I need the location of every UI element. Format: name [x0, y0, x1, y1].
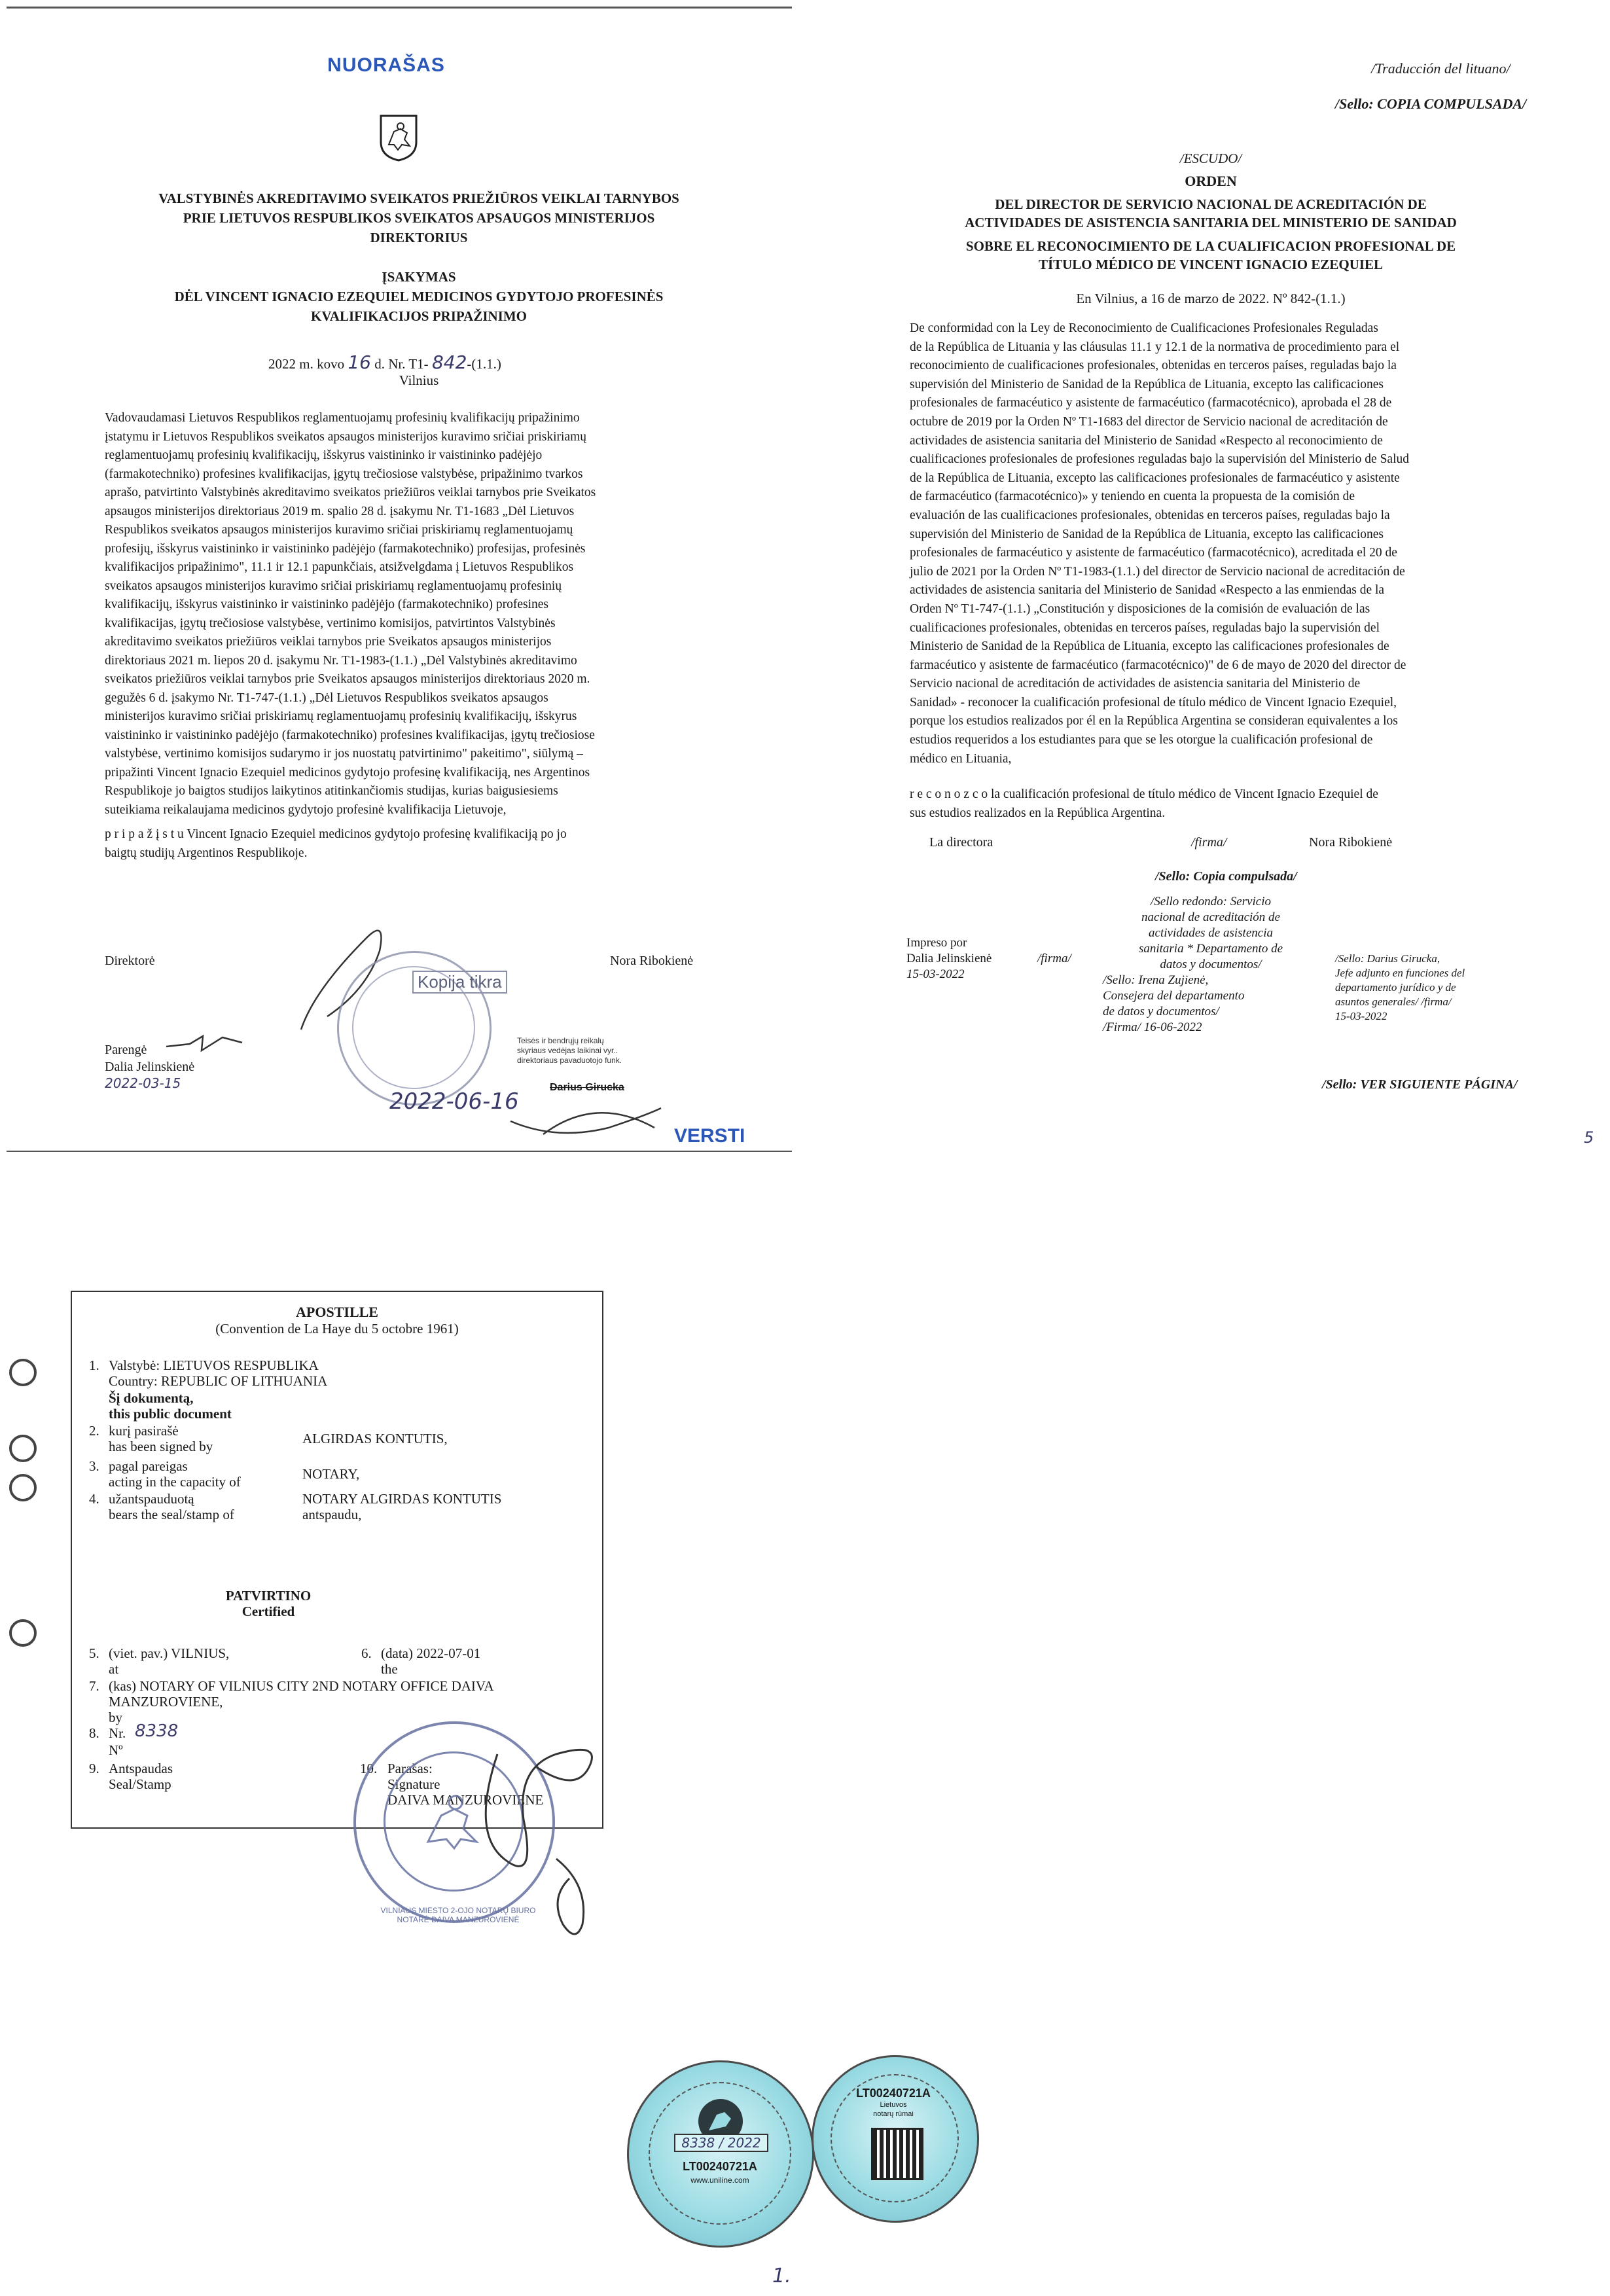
- item-4-value-1: NOTARY ALGIRDAS KONTUTIS: [302, 1491, 502, 1507]
- order-date-number: [268, 351, 596, 373]
- item-1-lt: Valstybė: LIETUVOS RESPUBLIKA: [109, 1357, 319, 1373]
- qr-code-icon: [871, 2128, 923, 2180]
- seal-line: actividades de asistencia: [1149, 926, 1273, 940]
- hologram-sticker-left-icon: [627, 2060, 814, 2248]
- item-number-5: 5.: [89, 1645, 99, 1661]
- item-2-en: has been signed by: [109, 1439, 213, 1454]
- item-10-value: DAIVA MANZUROVIENE: [387, 1792, 544, 1808]
- item-4-lt: užantspauduotą: [109, 1491, 194, 1507]
- subject-line-1: DĖL VINCENT IGNACIO EZEQUIEL MEDICINOS GYDYTOJO PROFESINĖS: [174, 289, 664, 304]
- body-line: reglamentuojamų profesinių kvalifikacijų, išskyrus vaistininko ir vaistininko padėjėjo: [105, 448, 543, 462]
- binder-hole-icon: [9, 1435, 37, 1462]
- body-line: supervisión del Ministerio de Sanidad de la República de Lituania, excepto las calificaciones: [910, 377, 1384, 391]
- body-line: suteikiama reikalaujama medicinos gydytojo profesinė kvalifikacija Lietuvoje,: [105, 802, 507, 817]
- orden-title-line-3: SOBRE EL RECONOCIMIENTO DE LA CUALIFICACION PROFESIONAL DE: [965, 238, 1456, 254]
- seal-line: /Sello redondo: Servicio: [1151, 895, 1271, 908]
- spanish-translation-page: [812, 7, 1603, 1149]
- seal-line: nacional de acreditación de: [1141, 910, 1280, 924]
- lithuanian-order-page: [7, 7, 792, 1152]
- resolution-line: baigtų studijų Argentinos Respublikoje.: [105, 846, 308, 860]
- seal-line: Jefe adjunto en funciones del: [1335, 967, 1465, 979]
- body-line: įstatymu ir Lietuvos Respublikos sveikatos apsaugos ministerijos kuravimo sričiai priskiriamų: [105, 429, 587, 444]
- body-line: médico en Lituania,: [910, 751, 1012, 766]
- hologram-right-code: LT00240721A: [856, 2087, 931, 2100]
- item-9-lt: Antspaudas: [109, 1761, 173, 1776]
- body-line: valstybėse, vertinimo komisijos sudarymo ir jos nuostatų patvirtinimo" pakeitimo", siūlymą –: [105, 747, 583, 761]
- item-8-lt: Nr.: [109, 1725, 126, 1741]
- orden-date-line: En Vilnius, a 16 de marzo de 2022. Nº 842-(1.1.): [1076, 291, 1346, 306]
- document-en: this public document: [109, 1406, 232, 1422]
- body-line: actividades de asistencia sanitaria del Ministerio de Sanidad «Respecto a las enmiendas de la: [910, 583, 1385, 598]
- prepared-signature-icon: [164, 1030, 249, 1059]
- orden-title-line-1: DEL DIRECTOR DE SERVICIO NACIONAL DE ACREDITACIÓN DE: [995, 196, 1427, 212]
- copy-date-handwritten: 2022-06-16: [389, 1088, 519, 1115]
- binder-hole-icon: [9, 1359, 37, 1386]
- coat-of-arms-icon: [378, 113, 419, 163]
- body-line: De conformidad con la Ley de Reconocimiento de Cualificaciones Profesionales Reguladas: [910, 321, 1378, 335]
- copy-seal-note: /Sello: COPIA COMPULSADA/: [1335, 96, 1527, 112]
- body-line: cualificaciones profesionales, obtenidas en terceros países, reguladas bajo la supervisión del: [910, 620, 1380, 635]
- resolution-line: sus estudios realizados en la República Argentina.: [910, 806, 1166, 820]
- item-7-en: by: [109, 1710, 122, 1725]
- notary-signature-icon: [458, 1728, 628, 1947]
- seal-line: /Firma/ 16-06-2022: [1103, 1020, 1202, 1034]
- certified-en: Certified: [241, 1604, 295, 1619]
- item-3-en: acting in the capacity of: [109, 1474, 241, 1490]
- body-line: apsaugos ministerijos direktoriaus 2019 m. spalio 28 d. įsakymu Nr. T1-1683 „Dėl Lietuvos: [105, 504, 575, 518]
- body-line: Respublikos sveikatos apsaugos ministerijos kuravimo sričiai priskiriamų reglamentuojamų: [105, 523, 573, 537]
- body-line: farmacéutico y asistente de farmacéutico (farmacotécnico)" de 6 de mayo de 2020 del director de: [910, 658, 1406, 672]
- body-line: de farmacéutico (farmacotécnico)» y teniendo en cuenta la propuesta de la comisión de: [910, 490, 1355, 504]
- body-line: Vadovaudamasi Lietuvos Respublikos reglamentuojamų profesinių kvalifikacijų pripažinimo: [105, 411, 580, 425]
- stamp-line: skyriaus vedėjas laikinai vyr..: [517, 1046, 618, 1055]
- directora-firma: /firma/: [1191, 835, 1227, 850]
- item-number-9: 9.: [89, 1761, 99, 1776]
- verso-stamp: VERSTI: [674, 1125, 745, 1147]
- page-mark: 5: [1584, 1128, 1594, 1147]
- seal-line: Consejera del departamento: [1103, 989, 1245, 1003]
- hologram-left-url: www.uniline.com: [690, 2176, 749, 2185]
- seal-line: 15-03-2022: [1335, 1010, 1387, 1022]
- seal-line: sanitaria * Departamento de: [1138, 942, 1283, 956]
- printed-label: Impreso por: [906, 936, 967, 950]
- director-title: Direktorė: [105, 954, 155, 968]
- see-next-page-seal: /Sello: VER SIGUIENTE PÁGINA/: [1322, 1077, 1518, 1092]
- agency-line-1: VALSTYBINĖS AKREDITAVIMO SVEIKATOS PRIEŽIŪROS VEIKLAI TARNYBOS: [158, 190, 679, 206]
- item-10-en: Signature: [387, 1776, 440, 1792]
- printed-name: Dalia Jelinskienė: [906, 952, 992, 965]
- body-line: julio de 2021 por la Orden Nº T1-1983-(1.1.) del director de Servicio nacional de acreditación de: [910, 564, 1405, 579]
- resolution-line: p r i p a ž į s t u Vincent Ignacio Ezequiel medicinos gydytojo profesinę kvalifikaciją po jo: [105, 827, 567, 841]
- item-number-7: 7.: [89, 1678, 99, 1694]
- body-line: sveikatos priežiūros veiklai tarnybos prie Sveikatos apsaugos ministerijos direktoriaus 2020 m.: [105, 672, 590, 686]
- item-number-6: 6.: [361, 1645, 372, 1661]
- orden-body-text: [910, 319, 1528, 768]
- translation-note: /Traducción del lituano/: [1371, 60, 1511, 77]
- item-5-en: at: [109, 1661, 119, 1677]
- body-line: sveikatos apsaugos ministerijos kuravimo sričiai priskiriamų reglamentuojamų profesinių: [105, 579, 562, 593]
- copy-stamp-nuorasas: NUORAŠAS: [327, 54, 445, 76]
- body-line: aprašo, patvirtinto Valstybinės akreditavimo sveikatos priežiūros veiklai tarnybos prie Sveikatos: [105, 486, 596, 499]
- copia-seal: /Sello: Copia compulsada/: [1155, 869, 1297, 884]
- order-number-handwritten: 842: [431, 351, 467, 373]
- seal-line: /Sello: Irena Zujienė,: [1103, 973, 1209, 987]
- body-line: kvalifikacijų, išskyrus vaistininko ir vaistininko padėjėjo (farmakotechniko) profesines: [105, 598, 549, 611]
- order-body-text: [105, 409, 720, 819]
- body-line: actividades de asistencia sanitaria del Ministerio de Sanidad «Respecto al reconocimiento de: [910, 433, 1383, 448]
- body-line: (farmakotechniko) profesines kvalifikacijas, įgytų trečiosiose valstybėse, pripažinimo tvarkos: [105, 467, 583, 481]
- prepared-label: Parengė: [105, 1043, 147, 1057]
- body-line: gegužės 6 d. įsakymo Nr. T1-747-(1.1.) „Dėl Lietuvos Respublikos sveikatos apsaugos: [105, 691, 548, 705]
- body-line: Ministerio de Sanidad de la República de Lituania, excepto las calificaciones profesionales de: [910, 639, 1389, 654]
- seal-line: asuntos generales/ /firma/: [1335, 996, 1452, 1008]
- apostille-title: APOSTILLE: [296, 1304, 378, 1320]
- body-line: de la República de Lituania, excepto las calificaciones profesionales de farmacéutico y asistente: [910, 471, 1400, 485]
- second-signature-icon: [504, 1088, 674, 1151]
- apostille-subtitle: (Convention de La Haye du 5 octobre 1961): [215, 1321, 459, 1336]
- body-line: kvalifikacijos pripažinimo", 11.1 ir 12.1 papunkčiais, atsižvelgdama į Lietuvos Respublikos: [105, 560, 574, 574]
- item-3-lt: pagal pareigas: [109, 1458, 188, 1474]
- stamp-line: direktoriaus pavaduotojo funk.: [517, 1056, 622, 1065]
- agency-line-3: DIREKTORIUS: [370, 230, 468, 245]
- copy-stamp-text: Kopija tikra: [412, 971, 507, 994]
- body-line: profesijų, išskyrus vaistininko ir vaistininko padėjėjo (farmakotechniko) profesijas, profesinės: [105, 541, 586, 556]
- body-line: porque los estudios realizados por él en la República Argentina se consideran equivalentes a los: [910, 714, 1398, 728]
- orden-title-line-2: ACTIVIDADES DE ASISTENCIA SANITARIA DEL MINISTERIO DE SANIDAD: [965, 215, 1457, 230]
- round-seal-note: [1119, 894, 1302, 973]
- body-line: profesionales de farmacéutico y asistente de farmacéutico (farmacotécnico), aprobada el 28 de: [910, 396, 1392, 410]
- body-line: profesionales de farmacéutico y asistente de farmacéutico (farmacotécnico), acreditada el 20 de: [910, 546, 1397, 560]
- darius-seal-note: [1335, 952, 1545, 1024]
- escudo-note: /ESCUDO/: [1179, 151, 1242, 166]
- seal-line: de datos y documentos/: [1103, 1005, 1219, 1018]
- item-6-lt: (data) 2022-07-01: [381, 1645, 481, 1661]
- director-name: Nora Ribokienė: [610, 954, 694, 968]
- body-line: reconocimiento de cualificaciones profesionales, obtenidas en terceros países, reguladas bajo la: [910, 359, 1397, 373]
- body-line: supervisión del Ministerio de Sanidad de la República de Lituania, excepto las calificaciones: [910, 527, 1384, 541]
- footer-page-mark: 1.: [772, 2265, 791, 2287]
- document-lt: Šį dokumentą,: [109, 1390, 194, 1406]
- item-number-10: 10.: [360, 1761, 378, 1776]
- date-mid: d. Nr. T1-: [374, 356, 429, 372]
- item-4-value-2: antspaudu,: [302, 1507, 362, 1522]
- binder-hole-icon: [9, 1474, 37, 1501]
- date-day-handwritten: 16: [348, 351, 371, 373]
- body-line: vaistininko ir vaistininko padėjėjo (farmakotechniko) profesines kvalifikacijas, įgytų trečiosiose: [105, 728, 595, 742]
- printed-firma: /firma/: [1037, 952, 1071, 965]
- item-number-2: 2.: [89, 1423, 99, 1439]
- hologram-right-sub2: notarų rūmai: [873, 2110, 914, 2118]
- certified-lt: PATVIRTINO: [225, 1588, 312, 1604]
- directora-name: Nora Ribokienė: [1309, 835, 1393, 850]
- deputy-stamp-text: [517, 1036, 687, 1066]
- item-2-value: ALGIRDAS KONTUTIS,: [302, 1431, 448, 1446]
- seal-line: datos y documentos/: [1160, 958, 1262, 971]
- body-line: Orden Nº T1-747-(1.1.) „Constitución y disposiciones de la comisión de evaluación de las: [910, 601, 1370, 616]
- directora-title: La directora: [929, 835, 993, 850]
- order-resolution-text: [105, 825, 720, 863]
- date-prefix: 2022 m. kovo: [268, 356, 345, 372]
- hologram-left-number: 8338 / 2022: [674, 2134, 768, 2152]
- date-suffix: -(1.1.): [467, 356, 501, 372]
- item-number-8: 8.: [89, 1725, 99, 1741]
- document-type: ĮSAKYMAS: [382, 269, 456, 285]
- printed-date: 15-03-2022: [906, 967, 965, 981]
- body-line: kvalifikacijas, įgytų trečiosiose valstybėse, vertinimo komisijos, patvirtintos Valstybinės: [105, 616, 556, 630]
- deputy-stamp-name: Darius Girucka: [550, 1082, 624, 1093]
- resolution-line: r e c o n o z c o la cualificación profesional de título médico de Vincent Ignacio Ezequiel de: [910, 787, 1378, 801]
- hologram-left-code: LT00240721A: [683, 2160, 757, 2173]
- prepared-name: Dalia Jelinskienė: [105, 1060, 195, 1074]
- agency-line-2: PRIE LIETUVOS RESPUBLIKOS SVEIKATOS APSAUGOS MINISTERIJOS: [183, 210, 655, 226]
- seal-line: departamento jurídico y de: [1335, 981, 1456, 994]
- orden-resolution-text: [910, 785, 1528, 823]
- body-line: evaluación de las cualificaciones profesionales, obtenidas en terceros países, reguladas bajo la: [910, 508, 1390, 522]
- irena-seal-note: [1103, 973, 1325, 1035]
- item-8-value-handwritten: 8338: [135, 1721, 179, 1741]
- body-line: akreditavimo sveikatos priežiūros veiklai tarnybos prie Sveikatos apsaugos ministerijos: [105, 635, 552, 649]
- order-city: Vilnius: [399, 372, 439, 388]
- stamp-line: Teisės ir bendrųjų reikalų: [517, 1036, 604, 1045]
- item-number-4: 4.: [89, 1491, 99, 1507]
- orden-title-line-4: TÍTULO MÉDICO DE VINCENT IGNACIO EZEQUIEL: [1038, 257, 1384, 272]
- body-line: Sanidad» - reconocer la cualificación profesional de título médico de Vincent Ignacio Ezequiel,: [910, 695, 1397, 709]
- binder-hole-icon: [9, 1619, 37, 1647]
- hologram-sticker-right-icon: [812, 2055, 979, 2223]
- prepared-date-handwritten: 2022-03-15: [105, 1075, 181, 1091]
- item-1-en: Country: REPUBLIC OF LITHUANIA: [109, 1373, 328, 1389]
- item-5-lt: (viet. pav.) VILNIUS,: [109, 1645, 230, 1661]
- body-line: Servicio nacional de acreditación de actividades de asistencia sanitaria del Ministerio de: [910, 677, 1361, 691]
- item-7-lt-cont: MANZUROVIENE,: [109, 1694, 223, 1710]
- item-2-lt: kurį pasirašė: [109, 1423, 179, 1439]
- item-9-en: Seal/Stamp: [109, 1776, 171, 1792]
- hologram-right-sub1: Lietuvos: [880, 2101, 907, 2109]
- item-number-3: 3.: [89, 1458, 99, 1474]
- item-4-en: bears the seal/stamp of: [109, 1507, 234, 1522]
- body-line: estudios requeridos a los estudiantes para que se les otorgue la cualificación profesional de: [910, 733, 1373, 747]
- item-7-lt: (kas) NOTARY OF VILNIUS CITY 2ND NOTARY OFFICE DAIVA: [109, 1678, 494, 1694]
- body-line: cualificaciones profesionales de profesiones reguladas bajo la supervisión del Ministerio de Salud: [910, 452, 1409, 467]
- body-line: de la República de Lituania y las cláusulas 11.1 y 12.1 de la normativa de procedimiento para el: [910, 340, 1400, 354]
- body-line: pripažinti Vincent Ignacio Ezequiel medicinos gydytojo profesinę kvalifikaciją, nes Argentinos: [105, 765, 590, 780]
- orden-title: ORDEN: [1185, 173, 1237, 189]
- item-3-value: NOTARY,: [302, 1466, 360, 1482]
- body-line: ministerijos kuravimo sričiai priskiriamų reglamentuojamų profesinių kvalifikacijų, išskyrus: [105, 709, 577, 723]
- body-line: Respublikoje jo baigtos studijos laikytinos atitinkančiomis studijas, kurias baigusiesiems: [105, 784, 558, 798]
- item-8-en: Nº: [109, 1742, 123, 1758]
- subject-line-2: KVALIFIKACIJOS PRIPAŽINIMO: [310, 308, 527, 324]
- seal-line: /Sello: Darius Girucka,: [1335, 952, 1440, 965]
- item-number-1: 1.: [89, 1357, 99, 1373]
- item-10-lt: Parašas:: [387, 1761, 433, 1776]
- notary-seal-ring-text: VILNIAUS MIESTO 2-OJO NOTARŲ BIURO NOTARĖ DAIVA MANZUROVIENĖ: [380, 1906, 536, 1924]
- item-6-en: the: [381, 1661, 398, 1677]
- body-line: octubre de 2019 por la Orden Nº T1-1683 del director de Servicio nacional de acreditación de: [910, 414, 1388, 429]
- body-line: direktoriaus 2021 m. liepos 20 d. įsakymu Nr. T1-1983-(1.1.) „Dėl Valstybinės akreditavimo: [105, 653, 577, 668]
